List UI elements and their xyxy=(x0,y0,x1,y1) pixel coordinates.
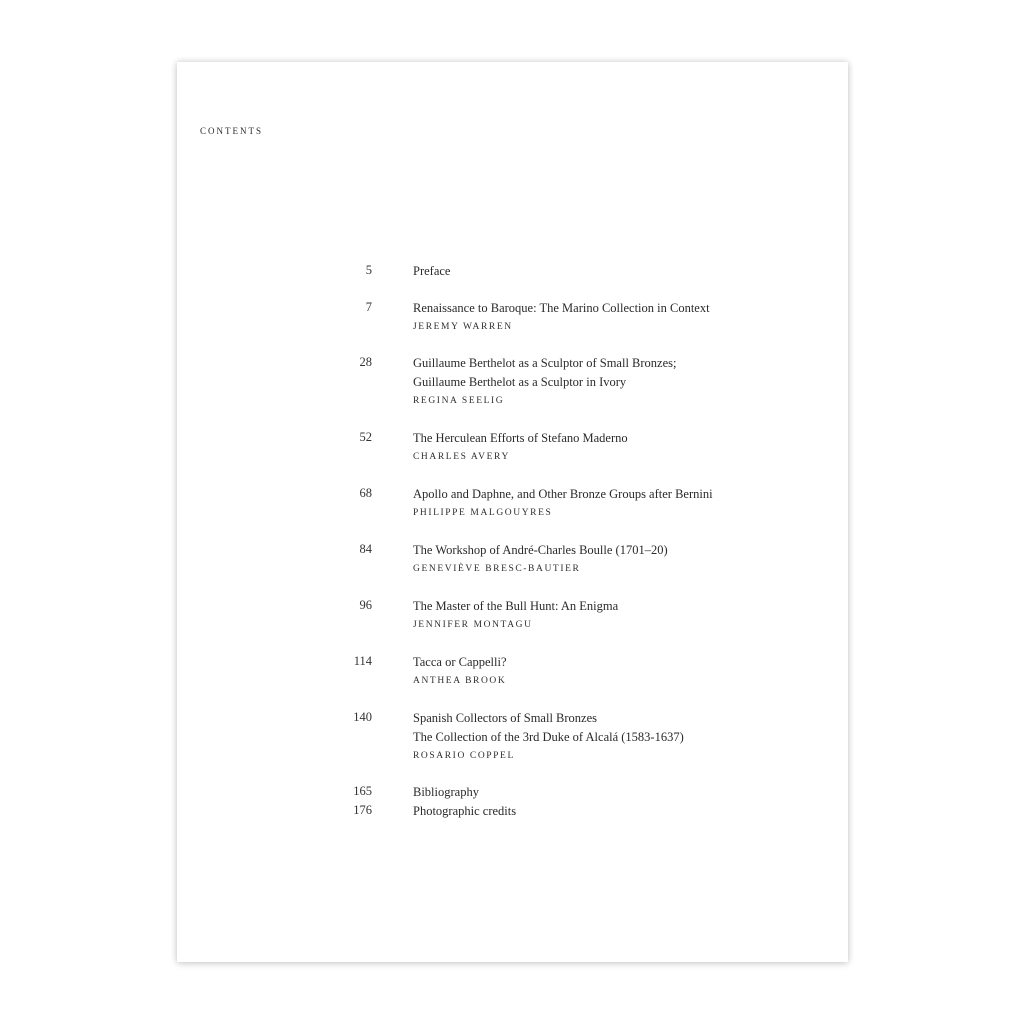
book-page xyxy=(177,62,848,962)
entry-title: Guillaume Berthelot as a Sculptor of Small Bronzes; xyxy=(413,356,677,370)
page-number: 84 xyxy=(359,542,372,556)
page-number: 52 xyxy=(359,430,372,444)
entry-title: Renaissance to Baroque: The Marino Collection in Context xyxy=(413,301,710,315)
entry-author: JENNIFER MONTAGU xyxy=(413,620,533,630)
entry-title: Spanish Collectors of Small Bronzes xyxy=(413,711,598,725)
page-number: 7 xyxy=(365,300,372,314)
entry-title: The Herculean Efforts of Stefano Maderno xyxy=(413,431,628,445)
entry-author: ROSARIO COPPEL xyxy=(413,751,515,761)
entry-title: Guillaume Berthelot as a Sculptor in Ivory xyxy=(413,375,627,389)
page-number: 114 xyxy=(353,654,372,668)
page-number: 28 xyxy=(359,355,372,369)
entry-author: JEREMY WARREN xyxy=(413,322,513,332)
entry-title: Bibliography xyxy=(413,785,479,799)
entry-author: GENEVIÈVE BRESC-BAUTIER xyxy=(413,564,581,574)
entry-author: ANTHEA BROOK xyxy=(413,676,507,686)
entry-author: PHILIPPE MALGOUYRES xyxy=(413,508,553,518)
page-number: 165 xyxy=(353,784,372,798)
page-number: 5 xyxy=(365,263,372,277)
entry-title: Preface xyxy=(413,264,451,278)
page-number: 68 xyxy=(359,486,372,500)
entry-author: REGINA SEELIG xyxy=(413,396,505,406)
entry-title: The Collection of the 3rd Duke of Alcalá (1583-1637) xyxy=(413,730,684,744)
entry-title: The Master of the Bull Hunt: An Enigma xyxy=(413,599,619,613)
entry-title: Photographic credits xyxy=(413,804,517,818)
page-number: 176 xyxy=(353,803,372,817)
entry-author: CHARLES AVERY xyxy=(413,452,510,462)
contents-heading: contents xyxy=(200,122,263,137)
page-number: 96 xyxy=(359,598,372,612)
entry-title: The Workshop of André-Charles Boulle (1701–20) xyxy=(413,543,668,557)
entry-title: Apollo and Daphne, and Other Bronze Groups after Bernini xyxy=(413,487,713,501)
entry-title: Tacca or Cappelli? xyxy=(413,655,507,669)
page-number: 140 xyxy=(353,710,372,724)
